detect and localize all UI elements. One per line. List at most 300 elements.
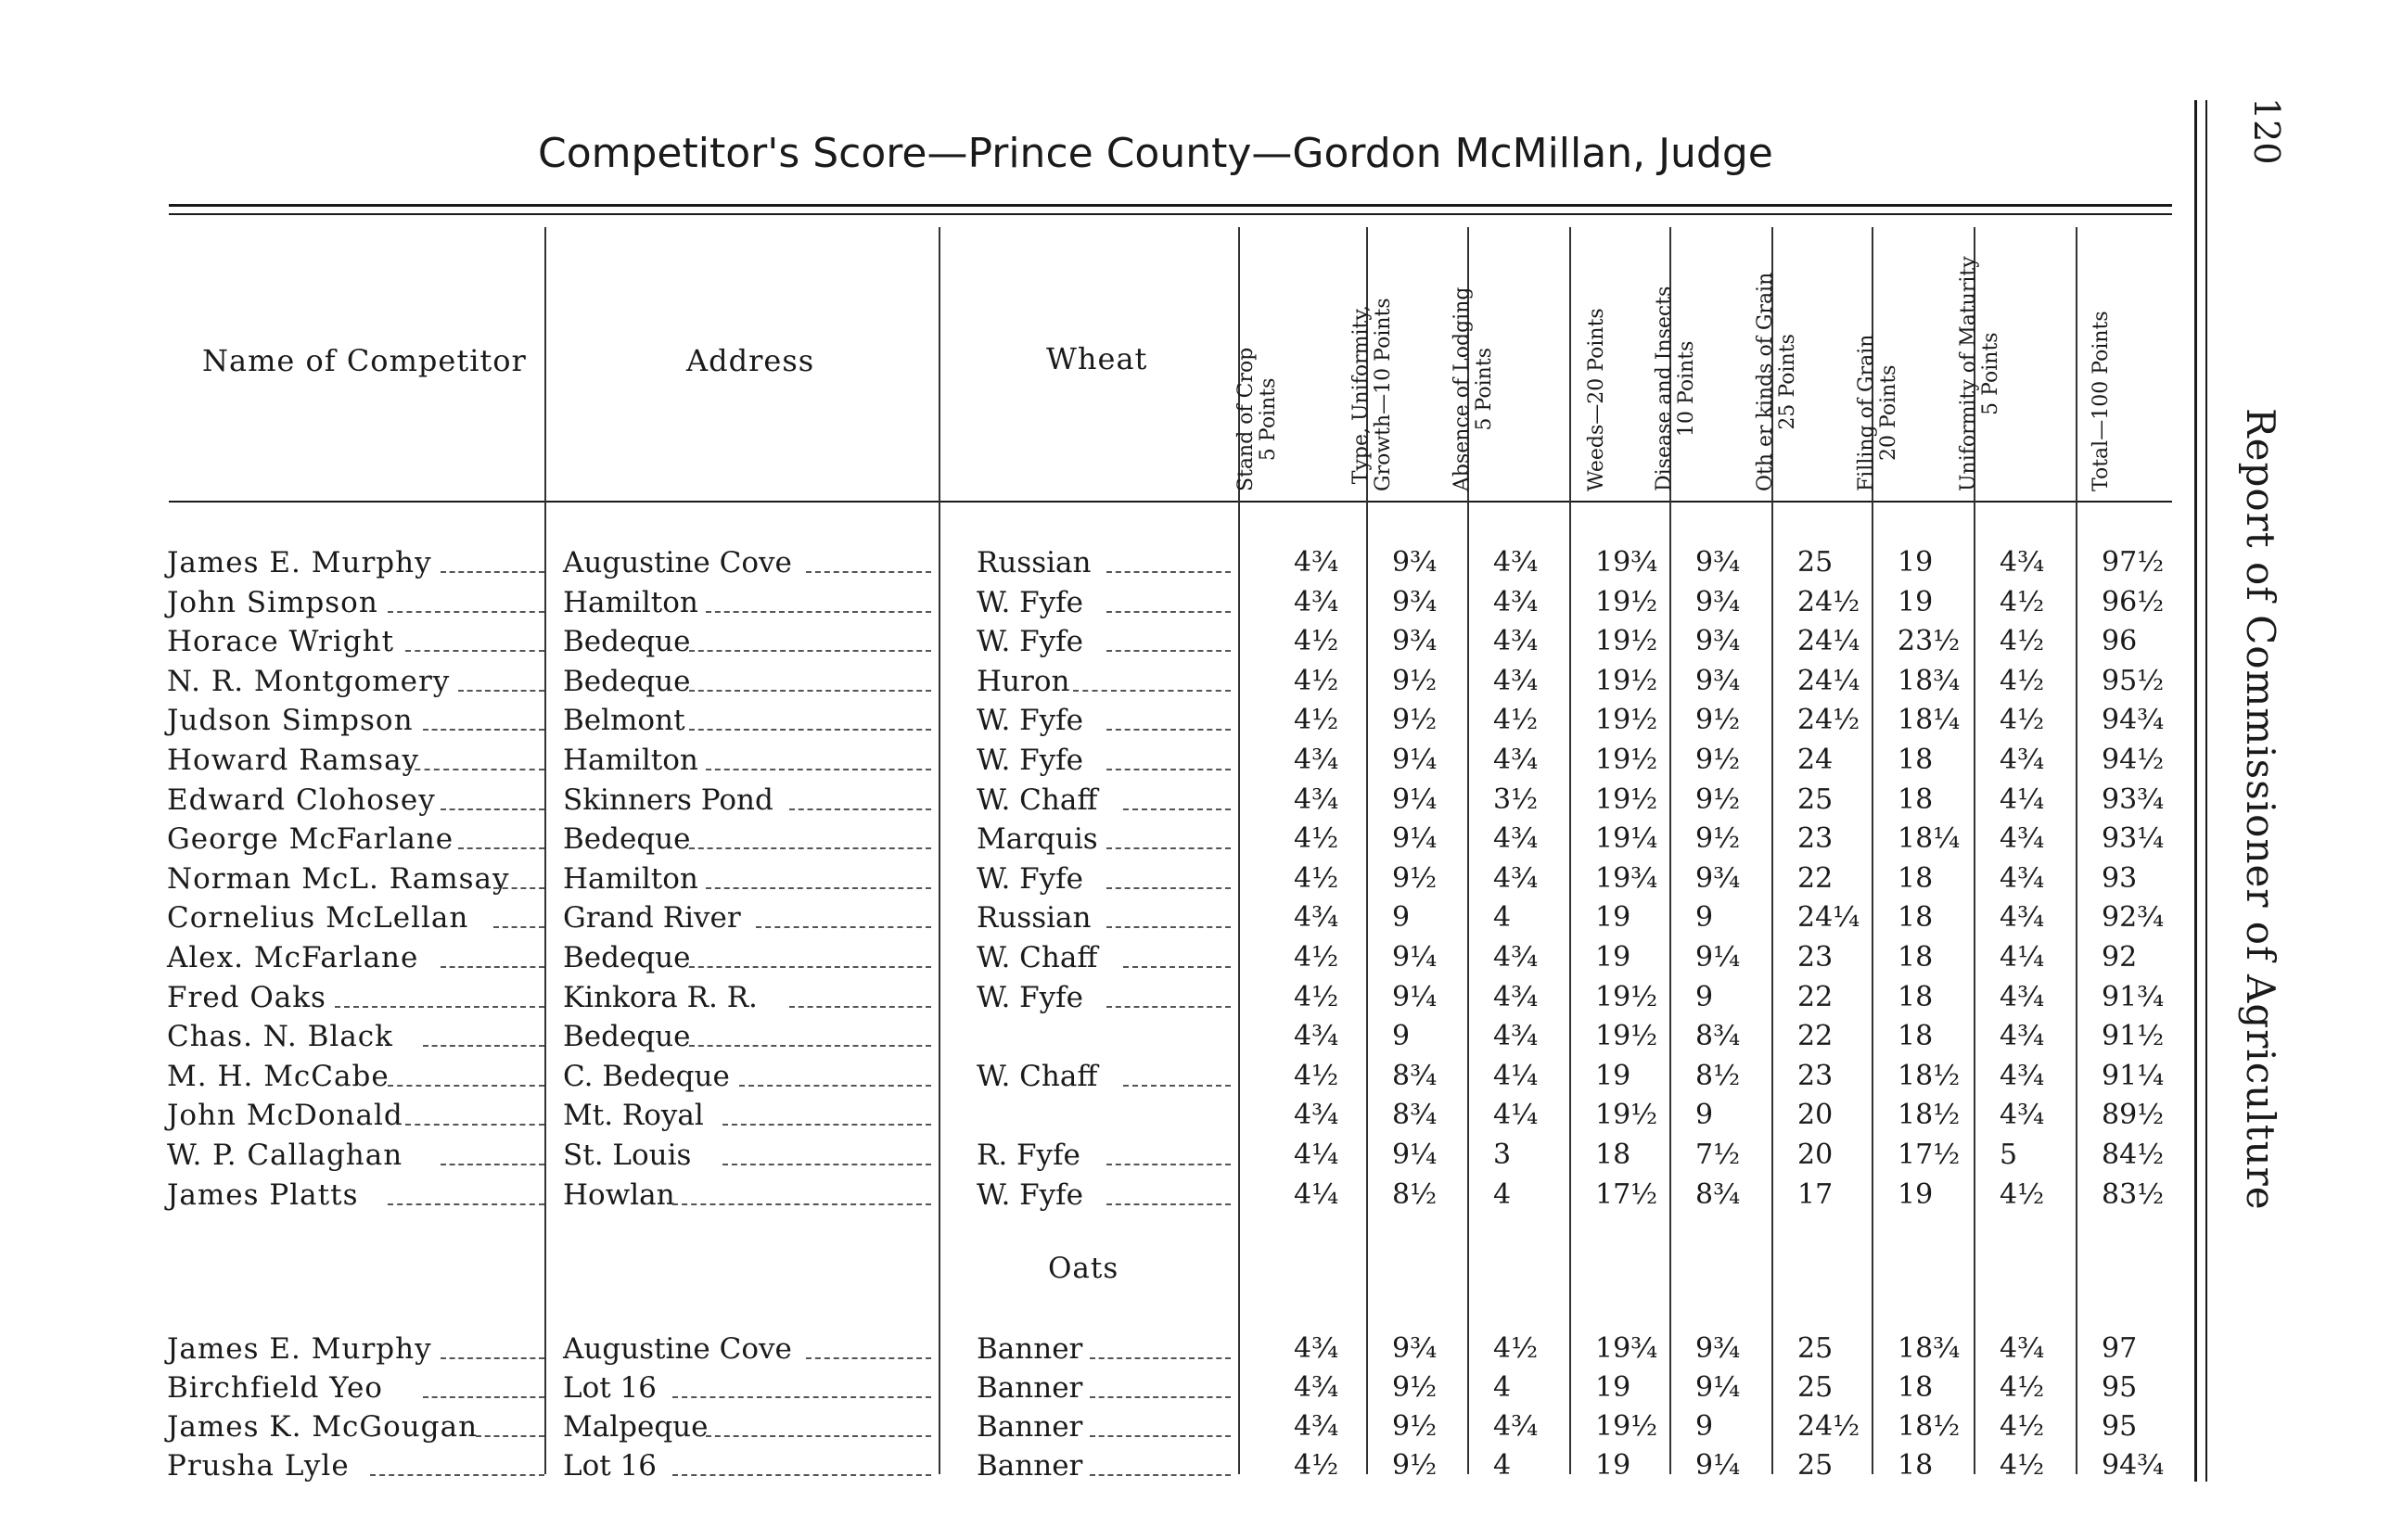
score-cell: 25 xyxy=(1797,783,1834,816)
competitor-address: Bedeque xyxy=(563,664,691,698)
score-cell: 20 xyxy=(1797,1099,1834,1132)
leader-dots xyxy=(1106,926,1231,928)
score-cell: 4¾ xyxy=(1294,1371,1339,1404)
competitor-name: Edward Clohosey xyxy=(167,783,436,817)
score-cell: 19½ xyxy=(1595,625,1658,658)
competitor-address: Lot 16 xyxy=(563,1371,658,1405)
column-header-score-label: Weeds—20 Points xyxy=(1585,308,1608,491)
score-cell: 9¼ xyxy=(1695,1371,1741,1404)
score-cell: 19¾ xyxy=(1595,546,1658,579)
score-cell: 4¾ xyxy=(2000,980,2045,1013)
competitor-name: John Simpson xyxy=(167,585,378,619)
score-cell: 19½ xyxy=(1595,585,1658,618)
score-cell: 18 xyxy=(1898,1449,1934,1482)
score-cell: 9½ xyxy=(1392,1371,1438,1404)
competitor-address: Mt. Royal xyxy=(563,1099,704,1133)
score-cell: 4¼ xyxy=(2000,783,2045,816)
section-heading-oats: Oats xyxy=(1048,1252,1119,1285)
score-cell: 18¼ xyxy=(1898,822,1961,856)
score-cell: 9½ xyxy=(1392,1410,1438,1443)
leader-dots xyxy=(1106,650,1231,652)
leader-dots xyxy=(1106,1203,1231,1205)
score-cell: 17½ xyxy=(1898,1139,1961,1171)
score-cell: 94¾ xyxy=(2102,1449,2165,1482)
competitor-address: Lot 16 xyxy=(563,1449,658,1483)
leader-dots xyxy=(1106,611,1231,613)
leader-dots xyxy=(1090,1396,1231,1398)
competitor-address: Augustine Cove xyxy=(563,1332,792,1366)
leader-dots xyxy=(1090,1357,1231,1359)
leader-dots xyxy=(388,611,544,613)
score-cell: 4½ xyxy=(1294,861,1339,895)
page-title: Competitor's Score—Prince County—Gordon McMillan, Judge xyxy=(538,130,1773,177)
score-cell: 4¾ xyxy=(2000,546,2045,579)
score-cell: 18 xyxy=(1898,861,1934,895)
leader-dots xyxy=(706,887,931,889)
score-cell: 9½ xyxy=(1695,704,1741,737)
score-cell: 9¾ xyxy=(1695,585,1741,618)
competitor-address: St. Louis xyxy=(563,1139,692,1172)
competitor-name: Fred Oaks xyxy=(167,980,326,1014)
score-cell: 4¼ xyxy=(1294,1139,1339,1171)
leader-dots xyxy=(388,1203,544,1205)
score-cell: 97½ xyxy=(2102,546,2165,579)
score-cell: 4½ xyxy=(1294,941,1339,974)
score-cell: 91¾ xyxy=(2102,980,2165,1013)
leader-dots xyxy=(441,1164,544,1165)
column-header-score-label: Uniformity of Maturity 5 Points xyxy=(1957,256,2002,491)
score-cell: 96½ xyxy=(2102,585,2165,618)
score-cell: 19½ xyxy=(1595,664,1658,697)
grain-variety: Huron xyxy=(977,664,1070,698)
score-cell: 4¾ xyxy=(1493,664,1539,697)
grain-variety: Russian xyxy=(977,546,1092,579)
score-cell: 3 xyxy=(1493,1139,1512,1171)
leader-dots xyxy=(689,966,931,968)
score-cell: 19 xyxy=(1898,546,1934,579)
score-cell: 97 xyxy=(2102,1332,2138,1365)
competitor-address: Bedeque xyxy=(563,941,691,974)
score-cell: 7½ xyxy=(1695,1139,1741,1171)
score-cell: 18 xyxy=(1898,1371,1934,1404)
score-cell: 18 xyxy=(1898,1020,1934,1053)
score-cell: 9¼ xyxy=(1392,783,1438,816)
score-cell: 24½ xyxy=(1797,704,1860,737)
score-cell: 89½ xyxy=(2102,1099,2165,1132)
score-cell: 25 xyxy=(1797,1449,1834,1482)
leader-dots xyxy=(493,887,544,889)
score-cell: 93 xyxy=(2102,861,2138,895)
score-cell: 4¼ xyxy=(1493,1099,1539,1132)
score-cell: 9¼ xyxy=(1392,1139,1438,1171)
score-cell: 18½ xyxy=(1898,1410,1961,1443)
leader-dots xyxy=(493,926,544,928)
grain-variety: Marquis xyxy=(977,822,1098,857)
leader-dots xyxy=(441,966,544,968)
leader-dots xyxy=(405,769,544,770)
score-cell: 5 xyxy=(2000,1139,2018,1171)
score-cell: 19 xyxy=(1595,1449,1631,1482)
score-cell: 18¼ xyxy=(1898,704,1961,737)
score-cell: 19½ xyxy=(1595,1020,1658,1053)
competitor-address: Kinkora R. R. xyxy=(563,980,758,1014)
score-cell: 8¾ xyxy=(1392,1059,1438,1092)
competitor-address: Skinners Pond xyxy=(563,783,773,817)
score-cell: 9 xyxy=(1695,1410,1714,1443)
score-cell: 94½ xyxy=(2102,744,2165,776)
score-cell: 9¾ xyxy=(1695,1332,1741,1365)
competitor-name: W. P. Callaghan xyxy=(167,1139,403,1172)
score-cell: 24¼ xyxy=(1797,901,1860,935)
competitor-name: James E. Murphy xyxy=(167,546,432,579)
competitor-name: George McFarlane xyxy=(167,822,454,857)
score-cell: 9¾ xyxy=(1695,664,1741,697)
score-cell: 92¾ xyxy=(2102,901,2165,935)
top-rule-2 xyxy=(169,213,2172,215)
score-cell: 4¾ xyxy=(2000,1099,2045,1132)
leader-dots xyxy=(441,571,544,573)
score-cell: 4½ xyxy=(2000,1177,2045,1211)
right-rule xyxy=(2194,100,2197,1482)
competitor-address: Howlan xyxy=(563,1177,675,1212)
leader-dots xyxy=(1106,1164,1231,1165)
score-cell: 8¾ xyxy=(1695,1177,1741,1211)
competitor-address: Hamilton xyxy=(563,861,698,896)
leader-dots xyxy=(722,1124,931,1126)
score-cell: 4¼ xyxy=(1493,1059,1539,1092)
competitor-name: James K. McGougan xyxy=(167,1410,479,1444)
score-cell: 22 xyxy=(1797,861,1834,895)
score-cell: 4¾ xyxy=(1493,1020,1539,1053)
leader-dots xyxy=(1073,690,1231,692)
score-cell: 9¾ xyxy=(1392,546,1438,579)
score-cell: 4¾ xyxy=(2000,901,2045,935)
competitor-name: Chas. N. Black xyxy=(167,1020,393,1054)
score-cell: 19 xyxy=(1595,1059,1631,1092)
score-cell: 4¼ xyxy=(2000,941,2045,974)
competitor-address: Grand River xyxy=(563,901,741,935)
score-cell: 4¾ xyxy=(1493,585,1539,618)
grain-variety: W. Chaff xyxy=(977,783,1098,817)
grain-variety: Banner xyxy=(977,1371,1083,1405)
leader-dots xyxy=(672,1474,931,1476)
score-cell: 4½ xyxy=(1493,704,1539,737)
leader-dots xyxy=(1106,1006,1231,1008)
column-divider xyxy=(2076,227,2077,1474)
score-cell: 20 xyxy=(1797,1139,1834,1171)
leader-dots xyxy=(789,808,931,810)
score-cell: 9½ xyxy=(1392,1449,1438,1482)
competitor-address: Augustine Cove xyxy=(563,546,792,579)
competitor-name: Howard Ramsay xyxy=(167,744,420,777)
column-divider xyxy=(939,227,940,1474)
leader-dots xyxy=(388,1085,544,1087)
score-cell: 3½ xyxy=(1493,783,1539,816)
score-cell: 9¼ xyxy=(1392,744,1438,776)
leader-dots xyxy=(689,690,931,692)
score-cell: 95 xyxy=(2102,1371,2138,1404)
score-cell: 9¼ xyxy=(1392,822,1438,856)
score-cell: 4¾ xyxy=(2000,1059,2045,1092)
score-cell: 8¾ xyxy=(1695,1020,1741,1053)
score-cell: 4½ xyxy=(2000,625,2045,658)
score-cell: 4¾ xyxy=(1493,822,1539,856)
leader-dots xyxy=(405,650,544,652)
score-cell: 9 xyxy=(1392,901,1411,935)
competitor-name: Cornelius McLellan xyxy=(167,901,469,935)
score-cell: 4½ xyxy=(1294,664,1339,697)
score-cell: 9¾ xyxy=(1392,1332,1438,1365)
score-cell: 23½ xyxy=(1898,625,1961,658)
leader-dots xyxy=(1106,769,1231,770)
score-cell: 19½ xyxy=(1595,744,1658,776)
score-cell: 4¾ xyxy=(1493,861,1539,895)
score-cell: 4½ xyxy=(2000,1371,2045,1404)
leader-dots xyxy=(689,847,931,849)
score-cell: 9¼ xyxy=(1695,941,1741,974)
column-header-score-label: Absence of Lodging 5 Points xyxy=(1451,286,1496,491)
score-cell: 9¼ xyxy=(1695,1449,1741,1482)
leader-dots xyxy=(458,847,544,849)
column-divider xyxy=(1569,227,1571,1474)
leader-dots xyxy=(756,926,931,928)
score-cell: 24¼ xyxy=(1797,664,1860,697)
score-cell: 4½ xyxy=(2000,704,2045,737)
competitor-address: Bedeque xyxy=(563,822,691,857)
competitor-name: N. R. Montgomery xyxy=(167,664,451,698)
grain-variety: W. Fyfe xyxy=(977,704,1083,738)
score-cell: 18 xyxy=(1595,1139,1631,1171)
score-cell: 4½ xyxy=(1294,625,1339,658)
score-cell: 91½ xyxy=(2102,1020,2165,1053)
score-cell: 4½ xyxy=(2000,1410,2045,1443)
score-cell: 25 xyxy=(1797,1371,1834,1404)
leader-dots xyxy=(806,571,931,573)
score-cell: 19 xyxy=(1595,901,1631,935)
leader-dots xyxy=(1123,808,1231,810)
leader-dots xyxy=(739,1085,931,1087)
grain-variety: Banner xyxy=(977,1410,1083,1444)
score-cell: 4¾ xyxy=(2000,861,2045,895)
leader-dots xyxy=(672,1396,931,1398)
competitor-address: Hamilton xyxy=(563,744,698,777)
score-cell: 4 xyxy=(1493,1449,1512,1482)
score-cell: 23 xyxy=(1797,941,1834,974)
competitor-name: M. H. McCabe xyxy=(167,1059,390,1093)
leader-dots xyxy=(1090,1474,1231,1476)
score-cell: 18¾ xyxy=(1898,664,1961,697)
leader-dots xyxy=(458,690,544,692)
leader-dots xyxy=(441,808,544,810)
column-header-name: Name of Competitor xyxy=(202,343,527,378)
score-cell: 95½ xyxy=(2102,664,2165,697)
score-cell: 4¾ xyxy=(1294,901,1339,935)
score-cell: 83½ xyxy=(2102,1177,2165,1211)
score-cell: 23 xyxy=(1797,1059,1834,1092)
score-cell: 22 xyxy=(1797,980,1834,1013)
score-cell: 8½ xyxy=(1392,1177,1438,1211)
leader-dots xyxy=(423,1045,544,1047)
competitor-address: Malpeque xyxy=(563,1410,709,1444)
score-cell: 19 xyxy=(1898,1177,1934,1211)
grain-variety: W. Fyfe xyxy=(977,585,1083,619)
leader-dots xyxy=(672,1203,931,1205)
competitor-address: Bedeque xyxy=(563,1020,691,1054)
score-cell: 17 xyxy=(1797,1177,1834,1211)
leader-dots xyxy=(689,729,931,731)
grain-variety: Russian xyxy=(977,901,1092,935)
leader-dots xyxy=(789,1006,931,1008)
column-divider xyxy=(544,227,546,1474)
grain-variety: W. Fyfe xyxy=(977,625,1083,659)
score-cell: 4½ xyxy=(2000,664,2045,697)
competitor-name: James Platts xyxy=(167,1177,359,1212)
column-header-score-label: Type, Uniformity, Growth—10 Points xyxy=(1348,298,1395,491)
grain-variety: W. Fyfe xyxy=(977,1177,1083,1212)
score-cell: 19¾ xyxy=(1595,861,1658,895)
leader-dots xyxy=(706,1435,931,1437)
score-cell: 19¾ xyxy=(1595,1332,1658,1365)
score-cell: 93¾ xyxy=(2102,783,2165,816)
score-cell: 19½ xyxy=(1595,1099,1658,1132)
score-cell: 19½ xyxy=(1595,783,1658,816)
score-cell: 24 xyxy=(1797,744,1834,776)
score-cell: 91¼ xyxy=(2102,1059,2165,1092)
score-cell: 8½ xyxy=(1695,1059,1741,1092)
score-cell: 9½ xyxy=(1392,664,1438,697)
score-cell: 96 xyxy=(2102,625,2138,658)
column-header-score-label: Filling of Grain 20 Points xyxy=(1855,334,1900,491)
column-header-score-label: Stand of Crop 5 Points xyxy=(1234,347,1280,491)
leader-dots xyxy=(441,1357,544,1359)
score-cell: 4 xyxy=(1493,1177,1512,1211)
leader-dots xyxy=(370,1474,544,1476)
grain-variety: W. Chaff xyxy=(977,941,1098,974)
competitor-address: Belmont xyxy=(563,704,685,738)
score-cell: 4¾ xyxy=(2000,1020,2045,1053)
grain-variety: W. Fyfe xyxy=(977,744,1083,777)
score-cell: 9 xyxy=(1695,901,1714,935)
score-cell: 4½ xyxy=(1294,822,1339,856)
score-cell: 9¼ xyxy=(1392,941,1438,974)
score-cell: 92 xyxy=(2102,941,2138,974)
score-cell: 18 xyxy=(1898,783,1934,816)
score-cell: 9 xyxy=(1392,1020,1411,1053)
column-header-address: Address xyxy=(686,343,815,378)
leader-dots xyxy=(1123,1085,1231,1087)
score-cell: 94¾ xyxy=(2102,704,2165,737)
leader-dots xyxy=(706,611,931,613)
score-cell: 4¾ xyxy=(1294,744,1339,776)
leader-dots xyxy=(689,1045,931,1047)
score-cell: 4¾ xyxy=(1493,744,1539,776)
leader-dots xyxy=(1106,571,1231,573)
competitor-name: Alex. McFarlane xyxy=(167,941,419,974)
competitor-name: James E. Murphy xyxy=(167,1332,432,1366)
column-header-score-label: Total—100 Points xyxy=(2090,311,2113,491)
leader-dots xyxy=(1090,1435,1231,1437)
score-cell: 18 xyxy=(1898,980,1934,1013)
leader-dots xyxy=(405,1124,544,1126)
score-cell: 9½ xyxy=(1695,744,1741,776)
score-cell: 9½ xyxy=(1392,861,1438,895)
score-cell: 4½ xyxy=(1493,1332,1539,1365)
score-cell: 4¾ xyxy=(1294,1020,1339,1053)
score-cell: 9 xyxy=(1695,980,1714,1013)
leader-dots xyxy=(689,650,931,652)
score-cell: 4¾ xyxy=(1493,625,1539,658)
score-cell: 4 xyxy=(1493,901,1512,935)
score-cell: 4¾ xyxy=(2000,1332,2045,1365)
score-cell: 25 xyxy=(1797,546,1834,579)
top-rule xyxy=(169,204,2172,207)
competitor-name: Prusha Lyle xyxy=(167,1449,350,1483)
grain-variety: R. Fyfe xyxy=(977,1139,1080,1172)
grain-variety: W. Fyfe xyxy=(977,861,1083,896)
score-cell: 93¼ xyxy=(2102,822,2165,856)
competitor-address: Hamilton xyxy=(563,585,698,619)
column-header-wheat: Wheat xyxy=(1046,341,1148,376)
competitor-name: Norman McL. Ramsay xyxy=(167,861,510,896)
score-cell: 19 xyxy=(1595,1371,1631,1404)
leader-dots xyxy=(1106,887,1231,889)
competitor-name: John McDonald xyxy=(167,1099,403,1133)
score-cell: 4¾ xyxy=(2000,744,2045,776)
score-cell: 4½ xyxy=(2000,585,2045,618)
grain-variety: W. Fyfe xyxy=(977,980,1083,1014)
score-cell: 4½ xyxy=(1294,704,1339,737)
score-cell: 4¾ xyxy=(1294,546,1339,579)
score-cell: 9¾ xyxy=(1695,546,1741,579)
leader-dots xyxy=(335,1006,544,1008)
leader-dots xyxy=(423,729,544,731)
column-header-score-label: Disease and Insects 10 Points xyxy=(1653,286,1698,491)
right-rule-2 xyxy=(2205,100,2207,1482)
competitor-name: Judson Simpson xyxy=(167,704,414,738)
score-cell: 4¾ xyxy=(1493,941,1539,974)
score-cell: 95 xyxy=(2102,1410,2138,1443)
score-cell: 4¾ xyxy=(1493,980,1539,1013)
leader-dots xyxy=(1106,729,1231,731)
score-cell: 19½ xyxy=(1595,980,1658,1013)
score-cell: 9¾ xyxy=(1695,861,1741,895)
score-cell: 17½ xyxy=(1595,1177,1658,1211)
score-cell: 84½ xyxy=(2102,1139,2165,1171)
score-cell: 9 xyxy=(1695,1099,1714,1132)
score-cell: 4½ xyxy=(1294,1059,1339,1092)
score-cell: 24½ xyxy=(1797,585,1860,618)
leader-dots xyxy=(1106,847,1231,849)
grain-variety: Banner xyxy=(977,1332,1083,1366)
score-cell: 9½ xyxy=(1695,822,1741,856)
score-cell: 4¾ xyxy=(2000,822,2045,856)
score-cell: 9¾ xyxy=(1392,625,1438,658)
score-cell: 24½ xyxy=(1797,1410,1860,1443)
score-cell: 18 xyxy=(1898,941,1934,974)
score-cell: 4¾ xyxy=(1294,1410,1339,1443)
score-cell: 4 xyxy=(1493,1371,1512,1404)
leader-dots xyxy=(423,1396,544,1398)
score-cell: 18½ xyxy=(1898,1099,1961,1132)
score-cell: 4¾ xyxy=(1294,783,1339,816)
score-cell: 18½ xyxy=(1898,1059,1961,1092)
score-cell: 23 xyxy=(1797,822,1834,856)
score-cell: 19 xyxy=(1898,585,1934,618)
leader-dots xyxy=(476,1435,544,1437)
score-cell: 4¾ xyxy=(1493,1410,1539,1443)
competitor-name: Horace Wright xyxy=(167,625,395,659)
score-cell: 19 xyxy=(1595,941,1631,974)
